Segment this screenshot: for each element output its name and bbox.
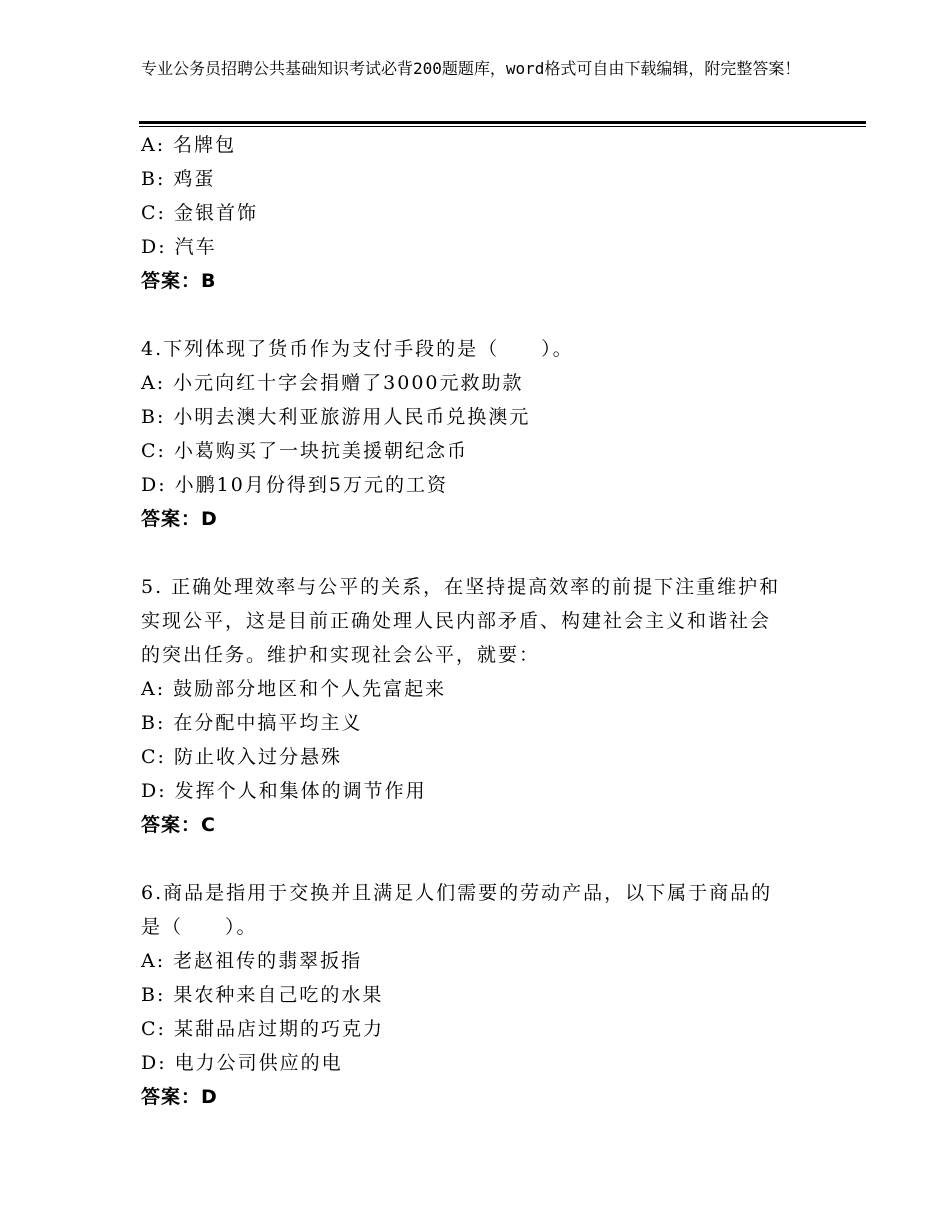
spacer — [141, 298, 821, 332]
question-text-line-1: 6.商品是指用于交换并且满足人们需要的劳动产品，以下属于商品的 — [141, 882, 773, 904]
option-c: C: 某甜品店过期的巧克力 — [141, 1018, 384, 1040]
option-d: D: 汽车 — [141, 236, 217, 258]
question-text-line-2: 实现公平，这是目前正确处理人民内部矛盾、构建社会主义和谐社会 — [141, 610, 772, 632]
answer-line: 答案：C — [141, 814, 216, 836]
option-c: C: 金银首饰 — [141, 202, 258, 224]
answer-line: 答案：D — [141, 1086, 218, 1108]
option-d: D: 电力公司供应的电 — [141, 1052, 343, 1074]
answer-line: 答案：D — [141, 508, 218, 530]
question-text: 4.下列体现了货币作为支付手段的是（ ）。 — [141, 338, 574, 360]
question-text-line-1: 5. 正确处理效率与公平的关系，在坚持提高效率的前提下注重维护和 — [141, 576, 781, 598]
answer-line: 答案：B — [141, 270, 217, 292]
option-c: C: 小葛购买了一块抗美援朝纪念币 — [141, 440, 468, 462]
option-a: A: 鼓励部分地区和个人先富起来 — [141, 678, 447, 700]
header-rule-thick — [139, 121, 866, 124]
option-d: D: 发挥个人和集体的调节作用 — [141, 780, 427, 802]
spacer — [141, 842, 821, 876]
question-6-block — [141, 876, 821, 1114]
option-b: B: 果农种来自己吃的水果 — [141, 984, 384, 1006]
option-b: B: 鸡蛋 — [141, 168, 216, 190]
option-b: B: 小明去澳大利亚旅游用人民币兑换澳元 — [141, 406, 531, 428]
option-a: A: 小元向红十字会捐赠了3000元救助款 — [141, 372, 524, 394]
question-text-line-3: 的突出任务。维护和实现社会公平，就要： — [141, 644, 541, 666]
option-c: C: 防止收入过分悬殊 — [141, 746, 342, 768]
header-rule-thin — [139, 126, 866, 127]
option-d: D: 小鹏10月份得到5万元的工资 — [141, 474, 448, 496]
option-b: B: 在分配中搞平均主义 — [141, 712, 363, 734]
question-3-block — [141, 128, 821, 298]
option-a: A: 名牌包 — [141, 134, 237, 156]
question-4-block — [141, 332, 821, 536]
question-5-block — [141, 570, 821, 842]
spacer — [141, 536, 821, 570]
page-header: 专业公务员招聘公共基础知识考试必背200题题库，word格式可自由下载编辑，附完整答案！ — [141, 59, 801, 78]
document-body — [141, 128, 821, 1114]
question-text-line-2: 是（ ）。 — [141, 916, 258, 938]
option-a: A: 老赵祖传的翡翠扳指 — [141, 950, 363, 972]
